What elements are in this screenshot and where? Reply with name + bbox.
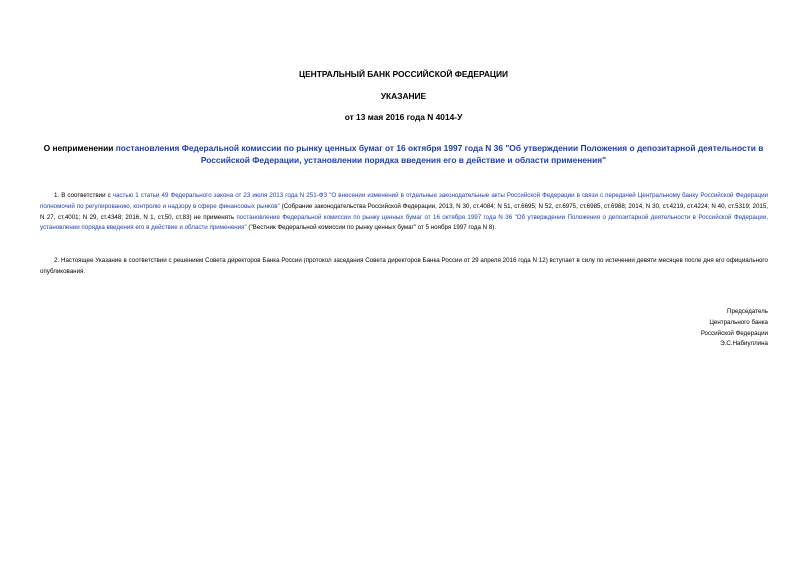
document-title [40, 142, 767, 166]
paragraph-2-text: 2. Настоящее Указание в соответствии с решением Совета директоров Банка России (протокол заседания Совета директоров Банка России от 29 апреля 2016 года N 12) вступает в силу по истечении девяти месяцев после дня его официального опубликования. [40, 257, 768, 275]
title-prefix: О неприменении [43, 143, 116, 153]
paragraph-1-text-c: ("Вестник Федеральной комиссии по рынку ценных бумаг" от 5 ноября 1997 года N 8). [246, 224, 497, 232]
signature-position-line3: Российской Федерации [700, 329, 768, 337]
issuing-organization: ЦЕНТРАЛЬНЫЙ БАНК РОССИЙСКОЙ ФЕДЕРАЦИИ [298, 69, 509, 79]
signatory-name: Э.С.Набиуллина [720, 340, 768, 348]
document-date-number: от 13 мая 2016 года N 4014-У [344, 112, 463, 122]
document-type: УКАЗАНИЕ [380, 91, 427, 101]
paragraph-1-text-a: 1. В соответствии с [54, 192, 113, 199]
paragraph-1-text-b: (Собрание законодательства Российской Федерации, 2013, N 30, ст.4084; N 51, ст.6695; N 52, ст.6975, ст.6985, ст.6988; 2014, N 30, ст.4219, ст.4224; N 40, ст.5319; 2015, N 27, ст.4001; N 29, ст.4348; 2016, N 1, ст.50, ст.83) не применять [40, 202, 768, 221]
signature-block [701, 307, 768, 350]
signature-position: Председатель [727, 308, 768, 315]
signature-position-line2: Центрального банка [709, 318, 768, 326]
title-link[interactable]: постановления Федеральной комиссии по рынку ценных бумаг от 16 октября 1997 года N 36 "Об утверждении Положения о депозитарной деятельности в Российской Федерации, установлении порядка введения его в действие и области применения" [115, 143, 764, 165]
federal-law-link[interactable]: частью 1 статьи 49 Федерального закона от 23 июля 2013 года N 251-ФЗ "О внесении изменений в отдельные законодательные акты Российской Федерации в связи с передачей Центральному банку Российской Федерации полномочий по регулированию, контролю и надзору в сфере финансовых рынков" [40, 192, 768, 210]
fcsm-resolution-link[interactable]: постановление Федеральной комиссии по рынку ценных бумаг от 16 октября 1997 года N 36 "Об утверждении Положения о депозитарной деятельности в Российской Федерации, установлении порядка введения его в действие и области применения" [40, 213, 769, 232]
paragraph-1 [40, 191, 768, 234]
paragraph-2 [40, 256, 768, 278]
